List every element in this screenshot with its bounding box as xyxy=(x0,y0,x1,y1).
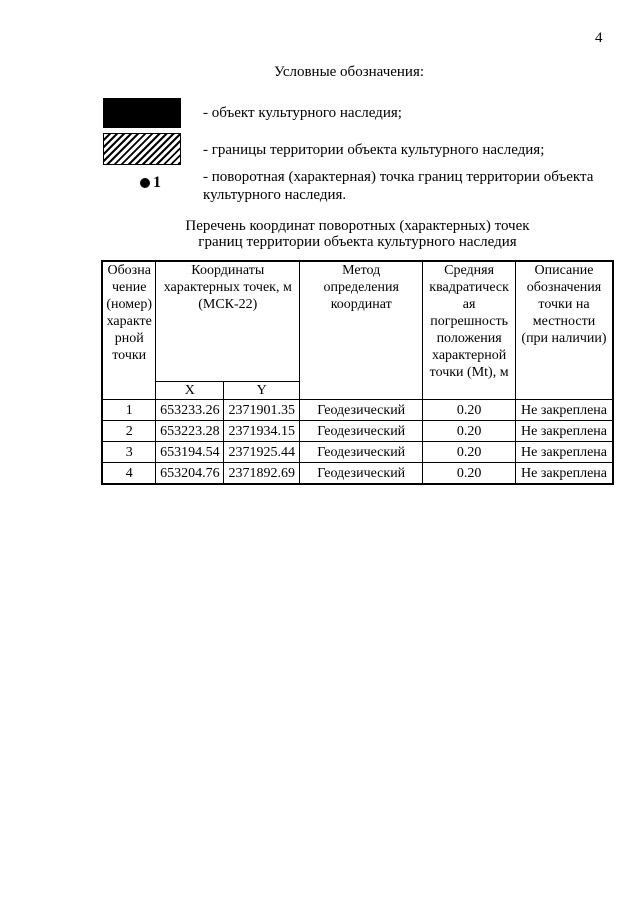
page-number: 4 xyxy=(595,30,603,46)
cell-y: 2371901.35 xyxy=(224,400,300,421)
cell-method: Геодезический xyxy=(300,442,423,463)
cell-error: 0.20 xyxy=(423,421,516,442)
cell-description: Не закреплена xyxy=(515,442,613,463)
legend-text-heritage-object: - объект культурного наследия; xyxy=(203,105,402,121)
cell-method: Геодезический xyxy=(300,400,423,421)
header-y: Y xyxy=(224,382,300,400)
table-row xyxy=(102,400,613,421)
table-row xyxy=(102,442,613,463)
coordinates-table xyxy=(101,260,614,485)
list-title-line-2: границ территории объекта культурного наследия xyxy=(198,234,517,250)
cell-description: Не закреплена xyxy=(515,421,613,442)
cell-y: 2371892.69 xyxy=(224,463,300,485)
territory-boundary-swatch xyxy=(103,133,181,165)
header-x: X xyxy=(156,382,224,400)
cell-x: 653204.76 xyxy=(156,463,224,485)
cell-num: 2 xyxy=(102,421,156,442)
cell-x: 653194.54 xyxy=(156,442,224,463)
legend-text-territory-boundary: - границы территории объекта культурного наследия; xyxy=(203,142,545,158)
heritage-object-swatch xyxy=(103,98,181,128)
cell-error: 0.20 xyxy=(423,442,516,463)
table-row xyxy=(102,421,613,442)
cell-y: 2371925.44 xyxy=(224,442,300,463)
turning-point-dot-icon xyxy=(140,178,150,188)
table-row xyxy=(102,463,613,485)
cell-method: Геодезический xyxy=(300,463,423,485)
cell-description: Не закреплена xyxy=(515,463,613,485)
cell-method: Геодезический xyxy=(300,421,423,442)
cell-error: 0.20 xyxy=(423,400,516,421)
turning-point-label: 1 xyxy=(153,174,161,191)
cell-error: 0.20 xyxy=(423,463,516,485)
cell-description: Не закреплена xyxy=(515,400,613,421)
header-description: Описание обозначения точки на местности (при наличии) xyxy=(515,261,613,400)
legend-title: Условные обозначения: xyxy=(274,64,425,80)
legend-text-turning-point: - поворотная (характерная) точка границ территории объекта культурного наследия. xyxy=(203,169,594,203)
header-error: Средняя квадратическ ая погрешность положения характерной точки (Mt), м xyxy=(423,261,516,400)
cell-x: 653233.26 xyxy=(156,400,224,421)
cell-num: 4 xyxy=(102,463,156,485)
cell-num: 3 xyxy=(102,442,156,463)
cell-y: 2371934.15 xyxy=(224,421,300,442)
cell-x: 653223.28 xyxy=(156,421,224,442)
list-title xyxy=(100,218,615,250)
header-designation: Обозна чение (номер) характе рной точки xyxy=(102,261,156,400)
list-title-line-1: Перечень координат поворотных (характерных) точек xyxy=(185,218,530,234)
header-coordinates: Координаты характерных точек, м (МСК-22) xyxy=(156,261,300,382)
header-method: Метод определения координат xyxy=(300,261,423,400)
cell-num: 1 xyxy=(102,400,156,421)
